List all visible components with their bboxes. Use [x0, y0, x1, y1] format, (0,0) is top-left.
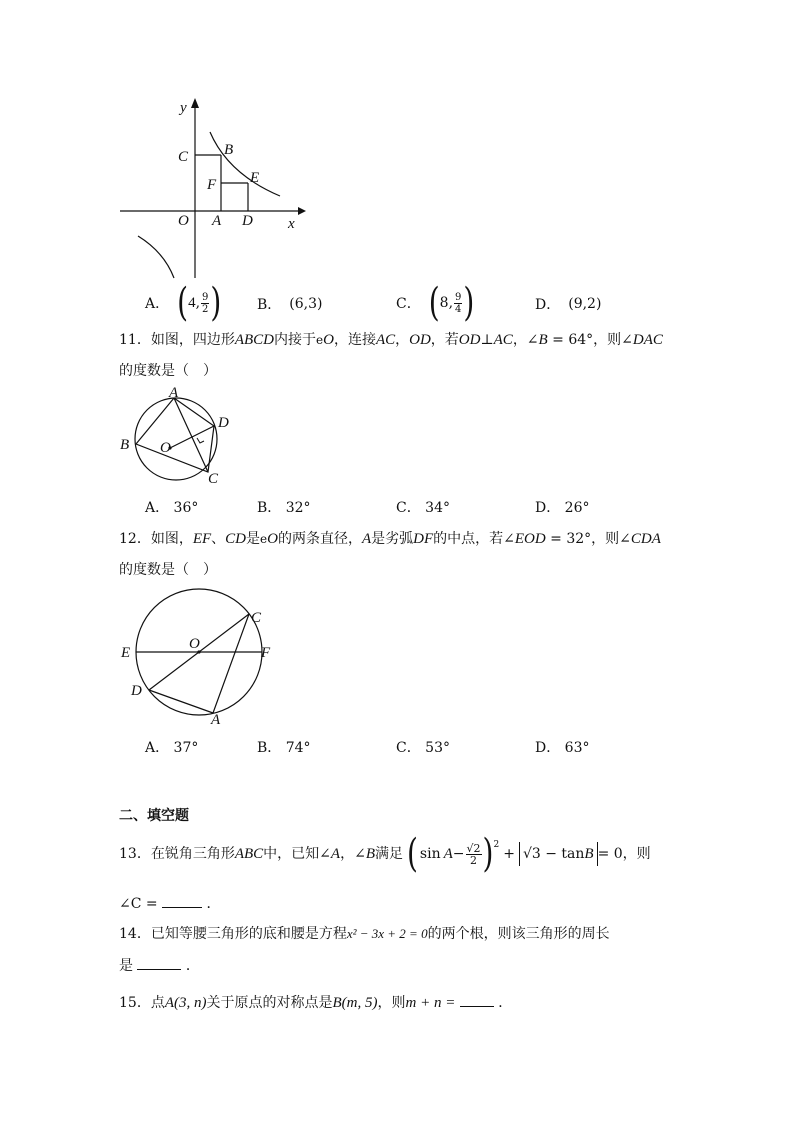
q11-option-d[interactable]: D． 26° — [535, 500, 590, 516]
q12-label-E: E — [121, 645, 131, 661]
x-axis-arrow — [298, 207, 306, 215]
q12-option-d[interactable]: D． 63° — [535, 740, 590, 756]
q11-stem-line2: 的度数是（ ） — [119, 363, 217, 379]
figure-q11-circle — [112, 386, 238, 486]
q10-option-c[interactable]: C． ( 8 , $\frac{9}{4}$ ) — [396, 279, 475, 326]
q10-option-b[interactable]: B． (6,3) — [257, 296, 323, 313]
q12-label-A: A — [211, 712, 221, 727]
q12-label-F: F — [261, 645, 271, 661]
label-E: E — [250, 170, 260, 186]
label-B: B — [224, 142, 234, 158]
q12-label-O: O — [189, 636, 200, 652]
q13-stem: 13． 在锐角三角形 ABC 中，已知∠ A ，∠ B 满足 ( sin A − $\frac{√2}{2}$ ) $^2$ + √3 − tanB = 0 ，则 — [119, 830, 651, 877]
figure-q12-circle — [115, 585, 285, 727]
q11-option-b[interactable]: B． 32° — [257, 500, 311, 516]
figure-q10-coordinate — [110, 92, 310, 284]
y-axis-arrow — [191, 98, 199, 108]
q12-option-b[interactable]: B． 74° — [257, 740, 311, 756]
q11-stem: 11．如图，四边形ABCD内接于eO，连接AC，OD，若OD⊥AC，∠B = 64°，则∠DAC — [119, 332, 663, 348]
q12-stem-line2: 的度数是（ ） — [119, 562, 217, 578]
q11-label-A: A — [169, 386, 179, 401]
q14-answer-blank[interactable] — [137, 957, 181, 970]
q11-option-a[interactable]: A． 36° — [145, 500, 199, 516]
q14-stem: 14．已知等腰三角形的底和腰是方程x² − 3x + 2 = 0的两个根，则该三角形的周长 — [119, 926, 610, 942]
label-C: C — [178, 149, 189, 165]
q13-line2: ∠C = ． — [119, 896, 221, 912]
q12-option-a[interactable]: A． 37° — [145, 740, 199, 756]
q11-label-B: B — [120, 437, 130, 453]
q15-stem: 15．点A(3, n)关于原点的对称点是B(m, 5)，则m + n = ． — [119, 995, 513, 1011]
q12-label-C: C — [251, 610, 262, 626]
q12-stem: 12．如图，EF、CD是eO的两条直径，A是劣弧DF的中点，若∠EOD = 32°，则∠CDA — [119, 531, 661, 547]
label-F: F — [207, 177, 217, 193]
q11-option-c[interactable]: C． 34° — [396, 500, 450, 516]
section-heading-fill-in: 二、填空题 — [119, 808, 189, 824]
q10-option-a[interactable]: A． ( 4 , $\frac{9}{2}$ ) — [145, 279, 222, 326]
q13-answer-blank[interactable] — [162, 895, 202, 908]
q15-answer-blank[interactable] — [460, 994, 494, 1007]
label-D: D — [242, 213, 253, 229]
q12-label-D: D — [131, 683, 142, 699]
hyperbola-branch-2 — [138, 236, 174, 278]
label-x: x — [288, 216, 295, 232]
q11-label-C: C — [208, 471, 219, 486]
label-y: y — [180, 100, 187, 116]
q12-option-c[interactable]: C． 53° — [396, 740, 450, 756]
q10-option-d[interactable]: D． (9,2) — [535, 296, 602, 313]
q14-line2: 是 ． — [119, 958, 200, 974]
label-O: O — [178, 213, 189, 229]
label-A: A — [212, 213, 222, 229]
q11-label-O: O — [160, 440, 171, 456]
q11-label-D: D — [218, 415, 229, 431]
